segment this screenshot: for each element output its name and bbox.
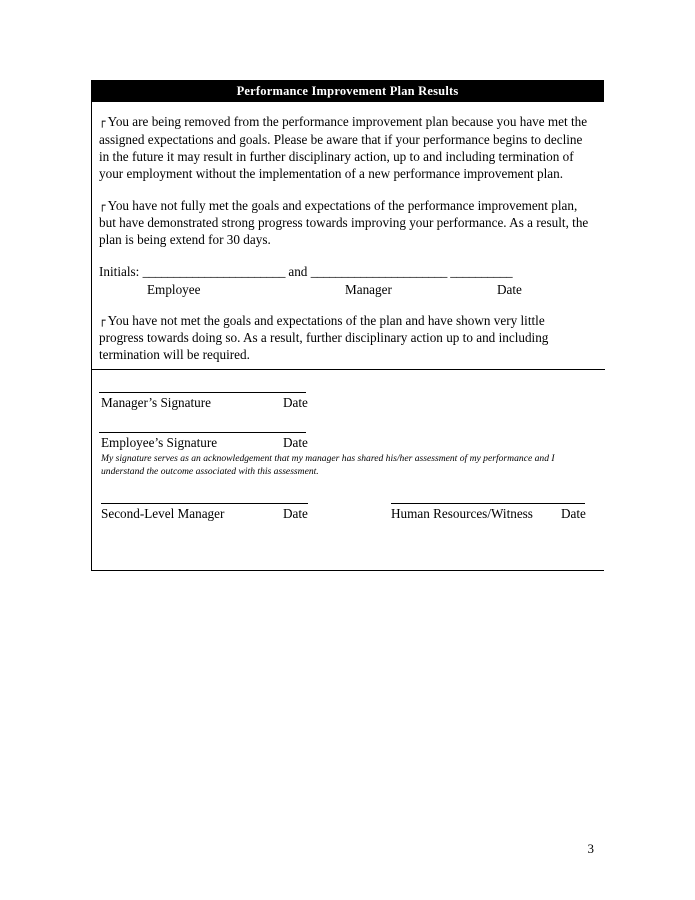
initials-row: [99, 263, 594, 280]
signature-area: [92, 392, 604, 570]
page-title: Performance Improvement Plan Results: [91, 80, 604, 102]
clause-text: You have not fully met the goals and expectations of the performance improvement plan, but have demonstrated strong progress towards improving your performance. As a result, the plan is being extend for 30 days.: [99, 197, 589, 247]
pip-results-form: [91, 80, 604, 571]
clause-not-fully-met-extended: [99, 197, 594, 248]
date-label-manager: Date: [283, 395, 308, 411]
initials-blank-manager[interactable]: ______________________: [310, 263, 447, 279]
initials-label-employee: Employee: [147, 282, 201, 298]
acknowledgement-note: My signature serves as an acknowledgement that my manager has shared his/her assessment of my performance and I understand the outcome associated with this assessment.: [101, 453, 555, 478]
initials-conjunction: and: [288, 263, 308, 279]
section-divider: [92, 369, 605, 370]
signature-line-human-resources[interactable]: [391, 503, 585, 504]
initials-blank-employee[interactable]: _______________________: [142, 263, 286, 279]
checkbox-icon[interactable]: ┐: [99, 314, 106, 328]
signature-label-employee: Employee’s Signature: [101, 435, 218, 451]
signature-line-second-level-manager[interactable]: [101, 503, 308, 504]
signature-block-manager: [99, 392, 594, 413]
clause-text: You have not met the goals and expectations of the plan and have shown very little progress towards doing so. As a result, further disciplinary action up to and including termination will be required.: [99, 313, 549, 363]
checkbox-icon[interactable]: ┐: [99, 198, 106, 212]
signature-block-second-level-manager: [101, 503, 311, 524]
initials-labels: [99, 281, 594, 298]
checkbox-icon[interactable]: ┐: [99, 115, 106, 129]
signature-label-human-resources: Human Resources/Witness: [391, 505, 533, 521]
date-label-human-resources: Date: [561, 505, 586, 521]
clause-removed-from-plan: [99, 113, 594, 181]
initials-label-date: Date: [497, 282, 522, 298]
signature-line-employee[interactable]: [99, 432, 306, 433]
clause-not-met-termination: [99, 312, 594, 363]
signature-line-manager[interactable]: [99, 392, 306, 393]
clause-text: You are being removed from the performance improvement plan because you have met the assigned expectations and goals. Please be aware that if your performance begins to decline in the future it may result in further disciplinary action, up to and including termination of your employment without the implementation of a new performance improvement plan.: [99, 114, 588, 181]
signature-row-secondary: [99, 503, 594, 543]
page-number: 3: [587, 841, 594, 856]
signature-label-manager: Manager’s Signature: [101, 395, 211, 411]
signature-block-human-resources: [391, 503, 587, 524]
form-body: [91, 102, 604, 570]
initials-label-manager: Manager: [345, 282, 392, 298]
initials-blank-date[interactable]: __________: [450, 263, 513, 279]
form-bottom-spacer: [99, 543, 594, 570]
date-label-second-level-manager: Date: [283, 505, 308, 521]
date-label-employee: Date: [283, 435, 308, 451]
initials-label: Initials:: [99, 263, 140, 279]
signature-block-employee: [99, 432, 594, 479]
signature-label-second-level-manager: Second-Level Manager: [101, 505, 225, 521]
